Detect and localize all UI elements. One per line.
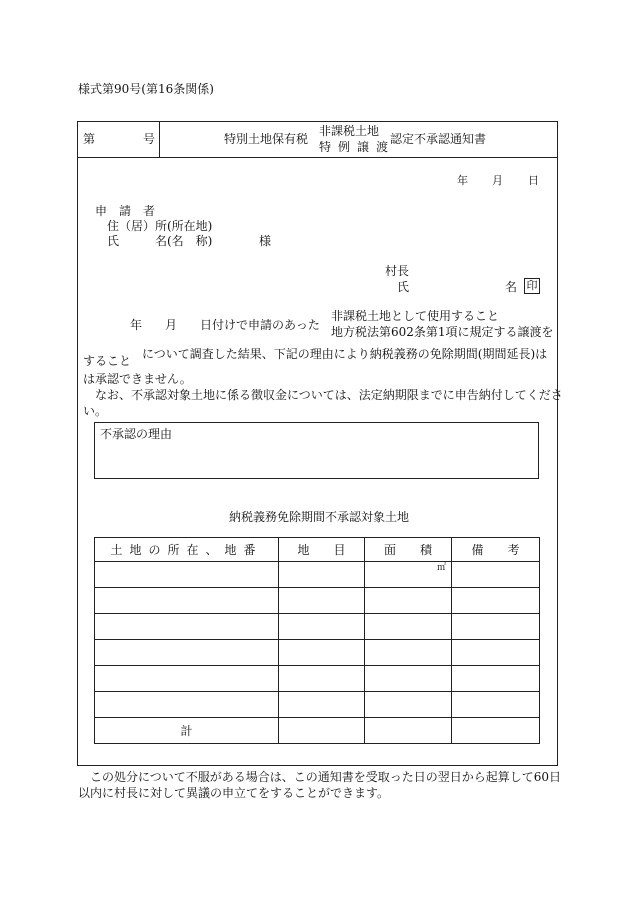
date-month: 月 xyxy=(492,174,503,187)
body-option-nontaxable: 非課税土地として使用すること xyxy=(331,309,500,323)
total-label: 計 xyxy=(95,718,279,744)
body-line-2: は承認できません。 xyxy=(83,372,192,386)
document-title: 認定不承認通知書 xyxy=(390,132,487,146)
tax-name: 特別土地保有税 xyxy=(224,132,309,146)
cell-remarks[interactable] xyxy=(452,666,540,692)
cell-remarks[interactable] xyxy=(452,614,540,640)
cell-location[interactable] xyxy=(95,614,279,640)
cell-location[interactable] xyxy=(95,666,279,692)
body-line-4: い。 xyxy=(83,404,108,418)
cell-location[interactable] xyxy=(95,562,279,588)
cell-area[interactable] xyxy=(365,692,452,718)
body-suru-koto: すること xyxy=(83,354,132,368)
column-header-land-category: 地 目 xyxy=(279,538,365,562)
cell-area[interactable] xyxy=(365,562,452,588)
cell-remarks[interactable] xyxy=(452,562,540,588)
footer-line-2: 以内に村長に対して異議の申立てをすることができます。 xyxy=(78,786,390,800)
table-row xyxy=(95,640,540,666)
table-row xyxy=(95,588,540,614)
cell-land-category-total[interactable] xyxy=(279,718,365,744)
applicant-name-label: 氏 名(名 称) xyxy=(107,234,213,248)
form-style-label: 様式第90号(第16条関係) xyxy=(78,82,214,96)
column-header-area: 面 積 xyxy=(365,538,452,562)
mayor-name-left: 氏 xyxy=(397,280,410,294)
column-header-remarks: 備 考 xyxy=(452,538,540,562)
header-number-divider xyxy=(159,121,160,157)
cell-land-category[interactable] xyxy=(279,562,365,588)
cell-area[interactable] xyxy=(365,666,452,692)
body-option-transfer: 地方税法第602条第1項に規定する譲渡を xyxy=(331,325,554,339)
reason-box[interactable] xyxy=(94,422,539,479)
applicant-honorific: 様 xyxy=(259,234,272,248)
header-option-special-transfer: 特例譲渡 xyxy=(319,140,396,154)
applicant-label: 申 請 者 xyxy=(95,204,156,218)
date-day: 日 xyxy=(528,174,539,187)
cell-remarks[interactable] xyxy=(452,640,540,666)
table-row xyxy=(95,692,540,718)
body-date-year: 年 xyxy=(130,318,143,332)
header-option-nontaxable: 非課税土地 xyxy=(319,124,380,138)
mayor-title: 村長 xyxy=(385,264,410,278)
cell-land-category[interactable] xyxy=(279,692,365,718)
table-row xyxy=(95,666,540,692)
reason-label: 不承認の理由 xyxy=(100,427,173,441)
header-divider xyxy=(77,157,558,158)
body-line-3: なお、不承認対象土地に係る徴収金については、法定納期限までに申告納付してくださ xyxy=(95,388,563,402)
cell-remarks-total[interactable] xyxy=(452,718,540,744)
cell-location[interactable] xyxy=(95,692,279,718)
notice-number-suffix: 号 xyxy=(143,132,156,146)
body-line-1: について調査した結果、下記の理由により納税義務の免除期間(期間延長)は xyxy=(142,347,548,361)
mayor-name-right: 名 xyxy=(505,280,518,294)
area-unit: ㎡ xyxy=(436,563,446,573)
cell-remarks[interactable] xyxy=(452,692,540,718)
cell-location[interactable] xyxy=(95,640,279,666)
applicant-address-label: 住（居）所(所在地) xyxy=(107,219,213,233)
seal-mark: 印 xyxy=(524,278,540,294)
table-total-row xyxy=(95,718,540,744)
body-date-month: 月 xyxy=(165,318,178,332)
table-row xyxy=(95,562,540,588)
table-header-row xyxy=(95,538,540,562)
cell-location[interactable] xyxy=(95,588,279,614)
cell-area[interactable] xyxy=(365,614,452,640)
cell-area-total[interactable] xyxy=(365,718,452,744)
table-row xyxy=(95,614,540,640)
notice-number-prefix: 第 xyxy=(83,132,96,146)
land-table xyxy=(94,537,540,744)
column-header-location: 土地の所在、地番 xyxy=(95,538,279,562)
cell-land-category[interactable] xyxy=(279,640,365,666)
cell-land-category[interactable] xyxy=(279,614,365,640)
cell-land-category[interactable] xyxy=(279,588,365,614)
body-date-tail: 日付けで申請のあった xyxy=(200,318,320,332)
cell-area[interactable] xyxy=(365,640,452,666)
table-caption: 納税義務免除期間不承認対象土地 xyxy=(229,510,410,524)
cell-remarks[interactable] xyxy=(452,588,540,614)
cell-area[interactable] xyxy=(365,588,452,614)
footer-line-1: この処分について不服がある場合は、この通知書を受取った日の翌日から起算して60日 xyxy=(90,770,562,784)
date-year: 年 xyxy=(457,174,468,187)
cell-land-category[interactable] xyxy=(279,666,365,692)
